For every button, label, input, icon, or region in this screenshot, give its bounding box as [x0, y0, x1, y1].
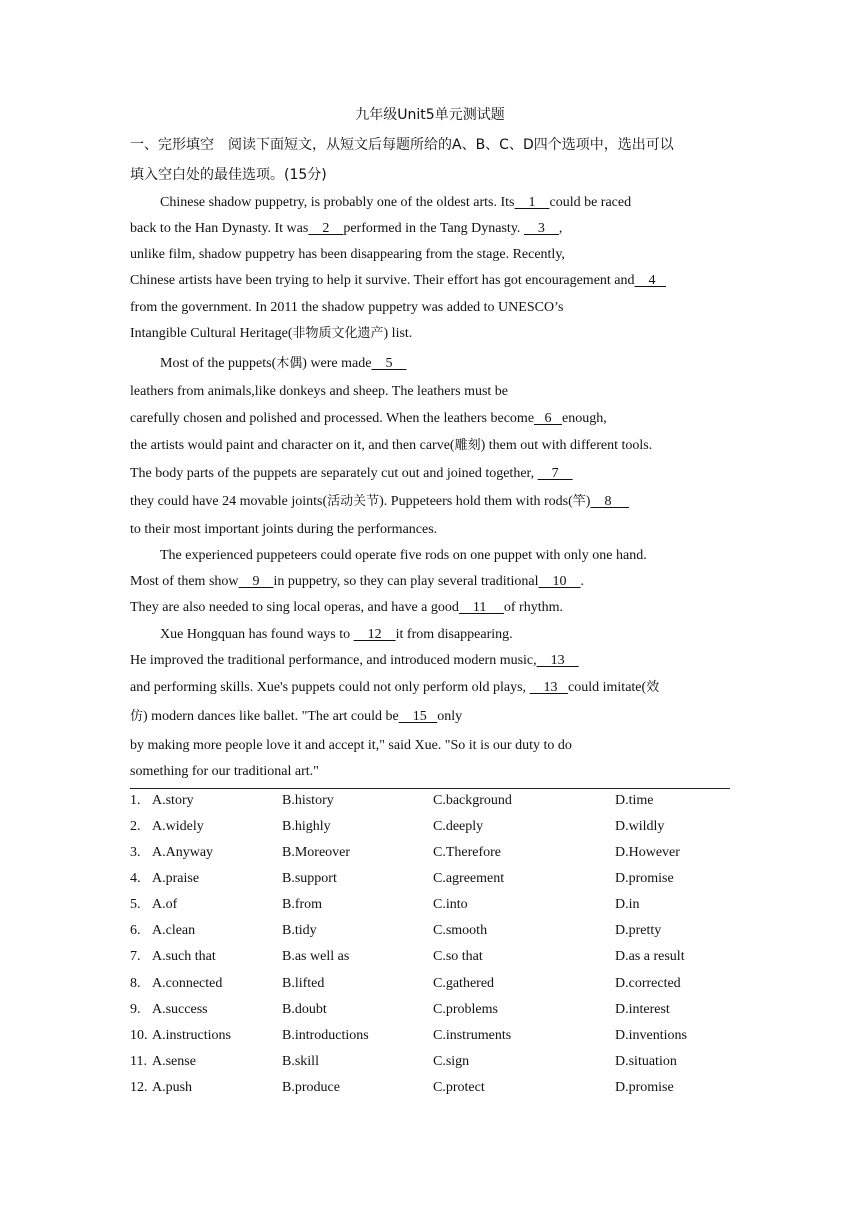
passage-text: ,	[558, 221, 563, 236]
blank-7: 7	[537, 466, 573, 481]
passage-text: ). Puppeteers hold them with rods(	[379, 494, 573, 509]
passage-text: ) modern dances like ballet. "The art could be	[143, 709, 399, 724]
option-a: A.of	[152, 897, 178, 912]
passage-line	[130, 573, 584, 591]
option-a: A.instructions	[152, 1028, 231, 1043]
passage-text: )	[585, 494, 591, 509]
option-a: A.success	[152, 1002, 208, 1017]
option-a: A.Anyway	[152, 845, 214, 860]
question-number: 12.	[130, 1080, 148, 1095]
passage-gloss: 非物质文化遗产	[292, 326, 384, 341]
passage-text: only	[437, 709, 463, 724]
option-a: A.story	[152, 793, 194, 808]
blank-8: 8	[590, 494, 629, 509]
option-row	[130, 844, 730, 864]
option-b: B.history	[282, 793, 334, 808]
passage-text: Chinese artists have been trying to help it survive. Their effort has got encouragement and	[130, 273, 635, 288]
passage-text: the artists would paint and character on it, and then carve(	[130, 438, 455, 453]
option-b: B.Moreover	[282, 845, 351, 860]
question-number: 2.	[130, 819, 141, 834]
option-a: A.push	[152, 1080, 193, 1095]
passage-text: and performing skills. Xue's puppets could not only perform old plays,	[130, 680, 530, 695]
option-b: B.tidy	[282, 923, 317, 938]
passage-text: ) list.	[383, 326, 413, 341]
option-c: C.sign	[433, 1054, 470, 1069]
blank-11: 11	[458, 600, 504, 615]
option-row	[130, 1079, 730, 1099]
blank-9: 9	[238, 574, 274, 589]
option-c: C.problems	[433, 1002, 498, 1017]
option-a: A.praise	[152, 871, 200, 886]
question-number: 3.	[130, 845, 141, 860]
passage-text: back to the Han Dynasty. It was	[130, 221, 309, 236]
option-row	[130, 922, 730, 942]
passage-text: Most of the puppets(	[160, 356, 277, 371]
option-d: D.as a result	[615, 949, 685, 964]
option-c: C.agreement	[433, 871, 505, 886]
passage-text: they could have 24 movable joints(	[130, 494, 328, 509]
blank-14: 13	[529, 680, 569, 695]
passage-text: carefully chosen and polished and processed. When the leathers become	[130, 411, 535, 426]
option-d: D.However	[615, 845, 680, 860]
passage-text: could imitate(	[568, 680, 647, 695]
option-row	[130, 948, 730, 968]
blank-1: 1	[514, 195, 550, 210]
blank-12: 12	[353, 627, 396, 642]
option-c: C.background	[433, 793, 512, 808]
passage-text: unlike film, shadow puppetry has been disappearing from the stage. Recently,	[130, 247, 565, 262]
passage-text: leathers from animals,like donkeys and sheep. The leathers must be	[130, 384, 509, 399]
passage-text: Chinese shadow puppetry, is probably one of the oldest arts. Its	[160, 195, 515, 210]
option-b: B.from	[282, 897, 323, 912]
passage-line	[130, 493, 629, 511]
section-heading-line-2: 填入空白处的最佳选项。(15分)	[130, 167, 327, 183]
passage-text: could be raced	[549, 195, 632, 210]
passage-text: something for our traditional art."	[130, 764, 319, 779]
divider-line	[130, 788, 730, 789]
passage-gloss: 竿	[572, 494, 586, 509]
option-b: B.doubt	[282, 1002, 327, 1017]
passage-line	[130, 521, 437, 539]
passage-text: ) were made	[302, 356, 372, 371]
passage-text: enough,	[562, 411, 607, 426]
passage-text: The experienced puppeteers could operate five rods on one puppet with only one hand.	[160, 548, 647, 563]
option-d: D.situation	[615, 1054, 677, 1069]
blank-5: 5	[371, 356, 407, 371]
option-c: C.Therefore	[433, 845, 502, 860]
option-c: C.protect	[433, 1080, 485, 1095]
option-row	[130, 1001, 730, 1021]
option-b: B.as well as	[282, 949, 350, 964]
option-d: D.interest	[615, 1002, 670, 1017]
passage-line	[160, 355, 406, 373]
question-number: 4.	[130, 871, 141, 886]
passage-gloss: 活动关节	[327, 494, 380, 509]
passage-gloss: 仿	[130, 709, 144, 724]
question-number: 7.	[130, 949, 141, 964]
passage-gloss: 效	[646, 680, 660, 695]
blank-6: 6	[534, 411, 563, 426]
passage-text: .	[580, 574, 585, 589]
option-row	[130, 975, 730, 995]
option-row	[130, 792, 730, 812]
question-number: 1.	[130, 793, 141, 808]
passage-line	[160, 547, 647, 565]
passage-line	[130, 465, 573, 483]
passage-line	[130, 410, 607, 428]
question-number: 9.	[130, 1002, 141, 1017]
passage-text: it from disappearing.	[395, 627, 513, 642]
option-d: D.promise	[615, 871, 674, 886]
passage-text: to their most important joints during the performances.	[130, 522, 438, 537]
blank-2: 2	[308, 221, 344, 236]
passage-line	[160, 194, 631, 212]
passage-text: Most of them show	[130, 574, 239, 589]
question-number: 6.	[130, 923, 141, 938]
option-a: A.sense	[152, 1054, 196, 1069]
passage-line	[130, 220, 562, 238]
passage-text: The body parts of the puppets are separately cut out and joined together,	[130, 466, 538, 481]
option-row	[130, 1053, 730, 1073]
passage-line	[130, 383, 508, 401]
option-c: C.so that	[433, 949, 483, 964]
passage-text: performed in the Tang Dynasty.	[343, 221, 524, 236]
option-b: B.highly	[282, 819, 331, 834]
passage-text: He improved the traditional performance, and introduced modern music,	[130, 653, 537, 668]
passage-text: Xue Hongquan has found ways to	[160, 627, 354, 642]
option-c: C.into	[433, 897, 468, 912]
option-d: D.inventions	[615, 1028, 687, 1043]
passage-line	[160, 626, 513, 644]
passage-text: Intangible Cultural Heritage(	[130, 326, 293, 341]
option-d: D.time	[615, 793, 654, 808]
option-c: C.smooth	[433, 923, 488, 938]
option-row	[130, 1027, 730, 1047]
option-b: B.support	[282, 871, 337, 886]
option-a: A.widely	[152, 819, 204, 834]
passage-gloss: 雕刻	[454, 438, 481, 453]
option-b: B.introductions	[282, 1028, 369, 1043]
blank-4: 4	[634, 273, 667, 288]
option-c: C.deeply	[433, 819, 484, 834]
blank-3: 3	[523, 221, 559, 236]
passage-line	[130, 763, 319, 781]
page-title: 九年级Unit5单元测试题	[355, 107, 505, 123]
blank-13: 13	[536, 653, 579, 668]
passage-line	[130, 737, 572, 755]
option-c: C.instruments	[433, 1028, 512, 1043]
option-b: B.lifted	[282, 976, 325, 991]
option-d: D.pretty	[615, 923, 662, 938]
option-d: D.in	[615, 897, 640, 912]
option-row	[130, 896, 730, 916]
blank-15: 15	[398, 709, 438, 724]
option-b: B.produce	[282, 1080, 340, 1095]
option-row	[130, 818, 730, 838]
question-number: 5.	[130, 897, 141, 912]
option-c: C.gathered	[433, 976, 495, 991]
option-row	[130, 870, 730, 890]
passage-text: by making more people love it and accept it," said Xue. "So it is our duty to do	[130, 738, 572, 753]
section-heading-line-1: 一、完形填空 阅读下面短文，从短文后每题所给的A、B、C、D四个选项中，选出可以	[130, 137, 674, 153]
option-a: A.such that	[152, 949, 216, 964]
option-d: D.wildly	[615, 819, 665, 834]
option-a: A.clean	[152, 923, 196, 938]
passage-line	[130, 246, 565, 264]
passage-text: of rhythm.	[503, 600, 563, 615]
option-d: D.corrected	[615, 976, 681, 991]
blank-10: 10	[538, 574, 581, 589]
option-b: B.skill	[282, 1054, 319, 1069]
passage-line	[130, 599, 563, 617]
question-number: 10.	[130, 1028, 148, 1043]
passage-line	[130, 437, 652, 455]
option-a: A.connected	[152, 976, 223, 991]
passage-line	[130, 652, 579, 670]
passage-line	[130, 325, 412, 343]
question-number: 8.	[130, 976, 141, 991]
passage-line	[130, 299, 563, 317]
question-number: 11.	[130, 1054, 147, 1069]
passage-line	[130, 272, 666, 290]
passage-line	[130, 708, 462, 726]
passage-text: They are also needed to sing local operas, and have a good	[130, 600, 459, 615]
passage-text: from the government. In 2011 the shadow puppetry was added to UNESCO’s	[130, 300, 564, 315]
passage-text: in puppetry, so they can play several traditional	[273, 574, 539, 589]
passage-gloss: 木偶	[276, 356, 303, 371]
passage-text: ) them out with different tools.	[480, 438, 653, 453]
passage-line	[130, 679, 659, 697]
option-d: D.promise	[615, 1080, 674, 1095]
